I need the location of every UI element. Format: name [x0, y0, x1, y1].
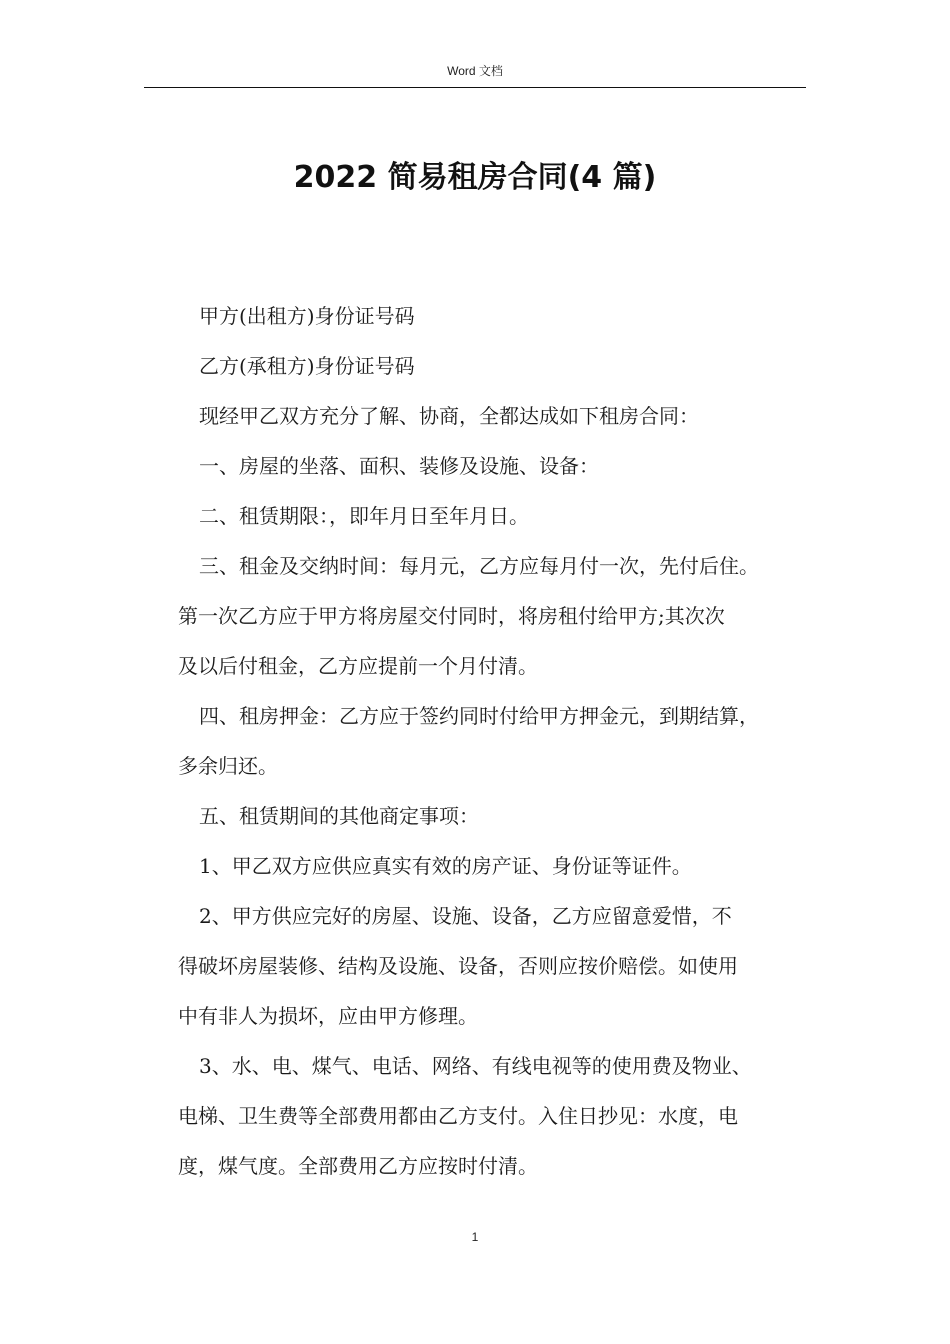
paragraph-line: 现经甲乙双方充分了解、协商，全都达成如下租房合同：	[199, 404, 699, 428]
paragraph-line: 得破坏房屋装修、结构及设施、设备，否则应按价赔偿。如使用	[178, 954, 738, 978]
document-body	[178, 291, 818, 1191]
paragraph-line: 2、甲方供应完好的房屋、设施、设备，乙方应留意爱惜，不	[199, 904, 732, 928]
paragraph-line: 三、租金及交纳时间：每月元，乙方应每月付一次，先付后住。	[199, 554, 759, 578]
paragraph-line: 1、甲乙双方应供应真实有效的房产证、身份证等证件。	[199, 854, 692, 878]
paragraph-line: 第一次乙方应于甲方将房屋交付同时，将房租付给甲方;其次次	[178, 604, 725, 628]
paragraph-line: 度，煤气度。全部费用乙方应按时付清。	[178, 1154, 538, 1178]
paragraph-line: 及以后付租金，乙方应提前一个月付清。	[178, 654, 538, 678]
page-number: 1	[471, 1230, 479, 1244]
header-divider	[144, 87, 806, 88]
paragraph-line: 中有非人为损坏，应由甲方修理。	[178, 1004, 478, 1028]
paragraph-line: 二、租赁期限：，即年月日至年月日。	[199, 504, 529, 528]
paragraph-line: 甲方(出租方)身份证号码	[199, 304, 415, 328]
paragraph-line: 3、水、电、煤气、电话、网络、有线电视等的使用费及物业、	[199, 1054, 752, 1078]
paragraph-line: 电梯、卫生费等全部费用都由乙方支付。入住日抄见：水度，电	[178, 1104, 738, 1128]
paragraph-line: 一、房屋的坐落、面积、装修及设施、设备：	[199, 454, 599, 478]
paragraph-line: 五、租赁期间的其他商定事项：	[199, 804, 479, 828]
document-title: 2022 简易租房合同(4 篇)	[293, 160, 657, 195]
paragraph-line: 四、租房押金：乙方应于签约同时付给甲方押金元，到期结算，	[199, 704, 759, 728]
paragraph-line: 多余归还。	[178, 754, 278, 778]
paragraph-line: 乙方(承租方)身份证号码	[199, 354, 415, 378]
page-header: Word 文档	[447, 64, 503, 78]
